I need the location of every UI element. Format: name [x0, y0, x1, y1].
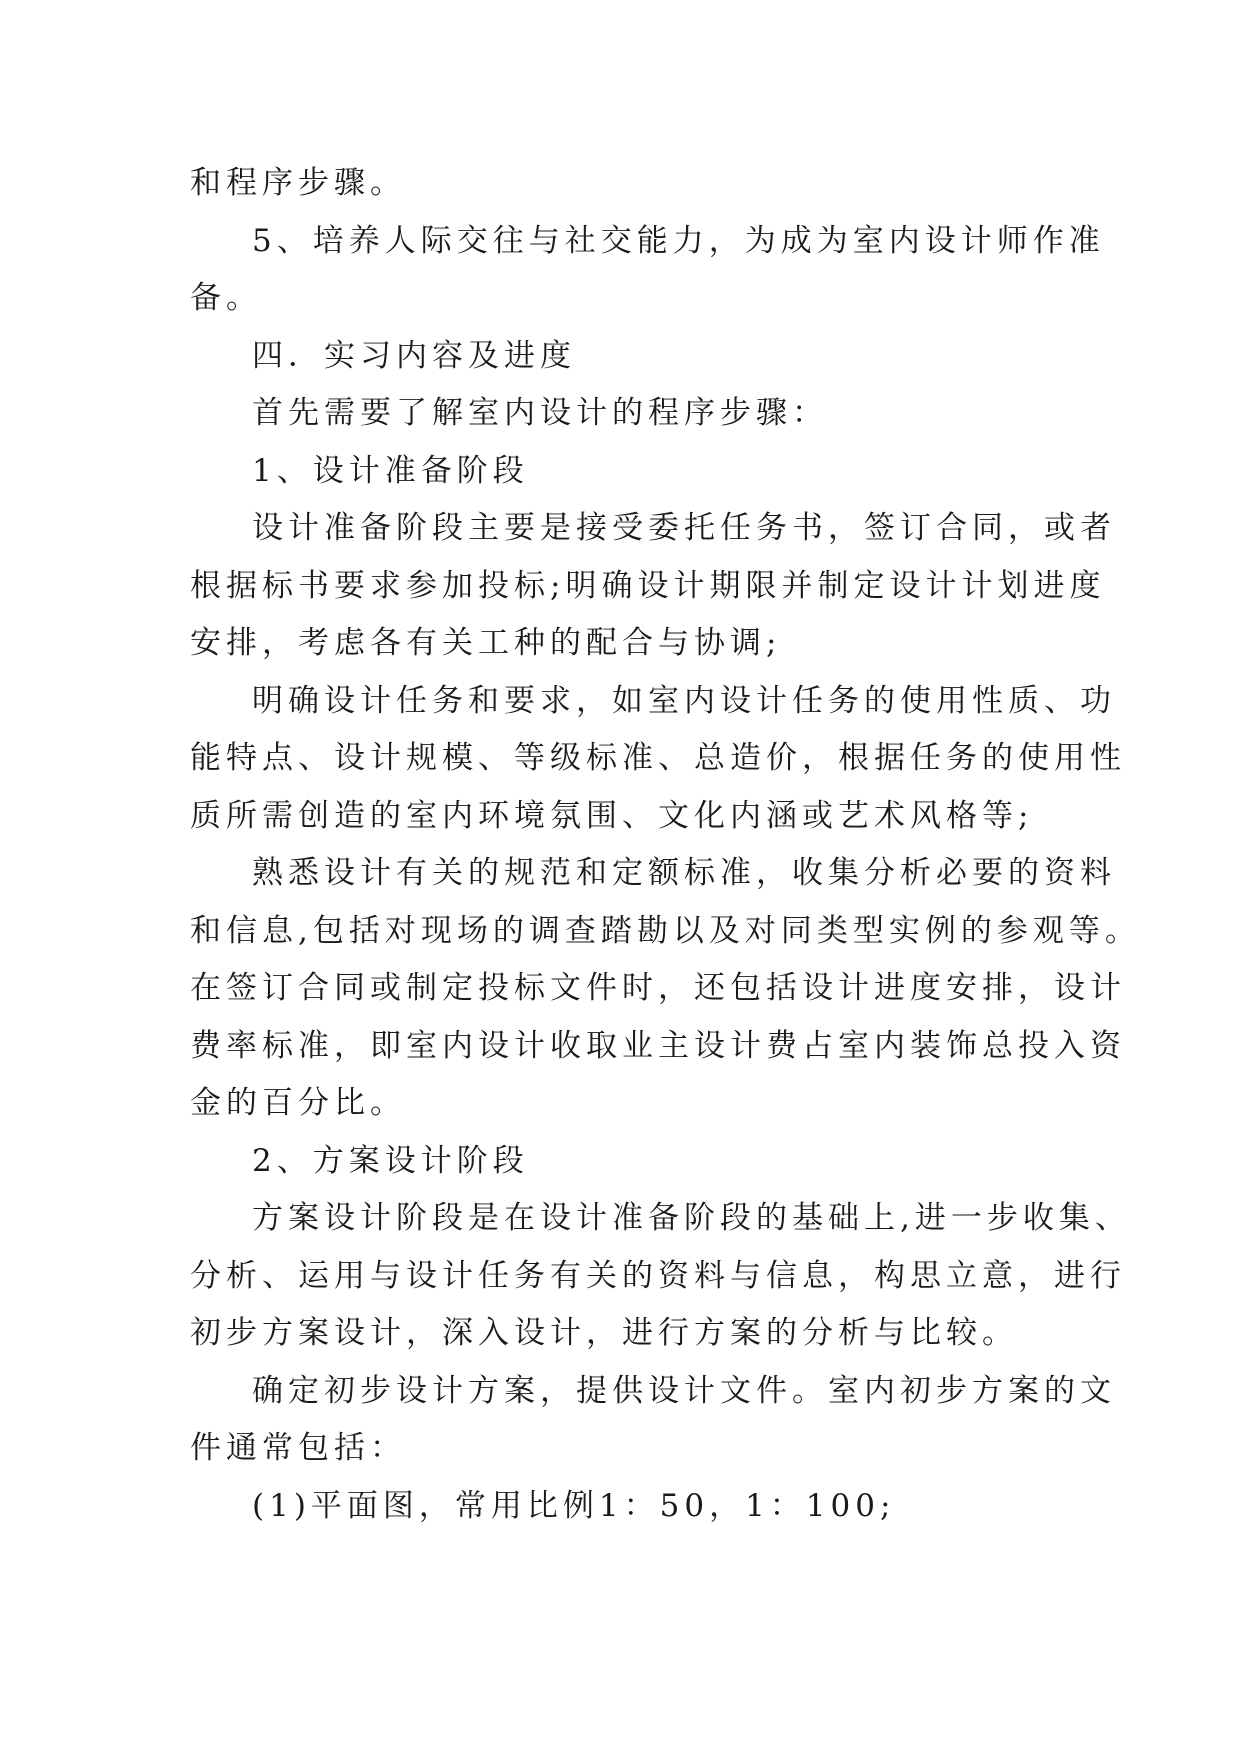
- text-line: 确定初步设计方案，提供设计文件。室内初步方案的文: [252, 1372, 1116, 1409]
- text-line: 在签订合同或制定投标文件时，还包括设计进度安排，设计: [190, 970, 1126, 1006]
- subsection-heading: 1、设计准备阶段: [252, 452, 529, 489]
- text-line: 质所需创造的室内环境氛围、文化内涵或艺术风格等;: [190, 797, 1034, 834]
- text-line: 安排，考虑各有关工种的配合与协调;: [190, 625, 782, 661]
- text-line: 备。: [190, 280, 262, 316]
- text-line: 明确设计任务和要求，如室内设计任务的使用性质、功: [252, 682, 1116, 719]
- list-item: (1)平面图，常用比例1：50，1：100;: [252, 1487, 896, 1524]
- text-line: 能特点、设计规模、等级标准、总造价，根据任务的使用性: [190, 740, 1126, 776]
- text-line: 方案设计阶段是在设计准备阶段的基础上,进一步收集、: [252, 1200, 1131, 1236]
- text-line: 熟悉设计有关的规范和定额标准，收集分析必要的资料: [252, 855, 1116, 891]
- text-line: 首先需要了解室内设计的程序步骤：: [252, 395, 828, 431]
- document-body: [190, 155, 1141, 1535]
- text-line: 根据标书要求参加投标;明确设计期限并制定设计计划进度: [190, 567, 1106, 604]
- text-line: 金的百分比。: [190, 1085, 406, 1121]
- text-line: 设计准备阶段主要是接受委托任务书，签订合同，或者: [252, 510, 1116, 546]
- subsection-heading: 2、方案设计阶段: [252, 1142, 529, 1179]
- text-line: 件通常包括：: [190, 1430, 406, 1466]
- text-line: 费率标准，即室内设计收取业主设计费占室内装饰总投入资: [190, 1027, 1126, 1064]
- text-line: 和信息,包括对现场的调查踏勘以及对同类型实例的参观等。: [190, 912, 1141, 949]
- text-line: 分析、运用与设计任务有关的资料与信息，构思立意，进行: [190, 1257, 1126, 1294]
- section-heading: 四．实习内容及进度: [252, 337, 576, 374]
- text-line: 和程序步骤。: [190, 165, 406, 201]
- text-line: 初步方案设计，深入设计，进行方案的分析与比较。: [190, 1315, 1018, 1351]
- text-line: 5、培养人际交往与社交能力，为成为室内设计师作准: [252, 222, 1105, 259]
